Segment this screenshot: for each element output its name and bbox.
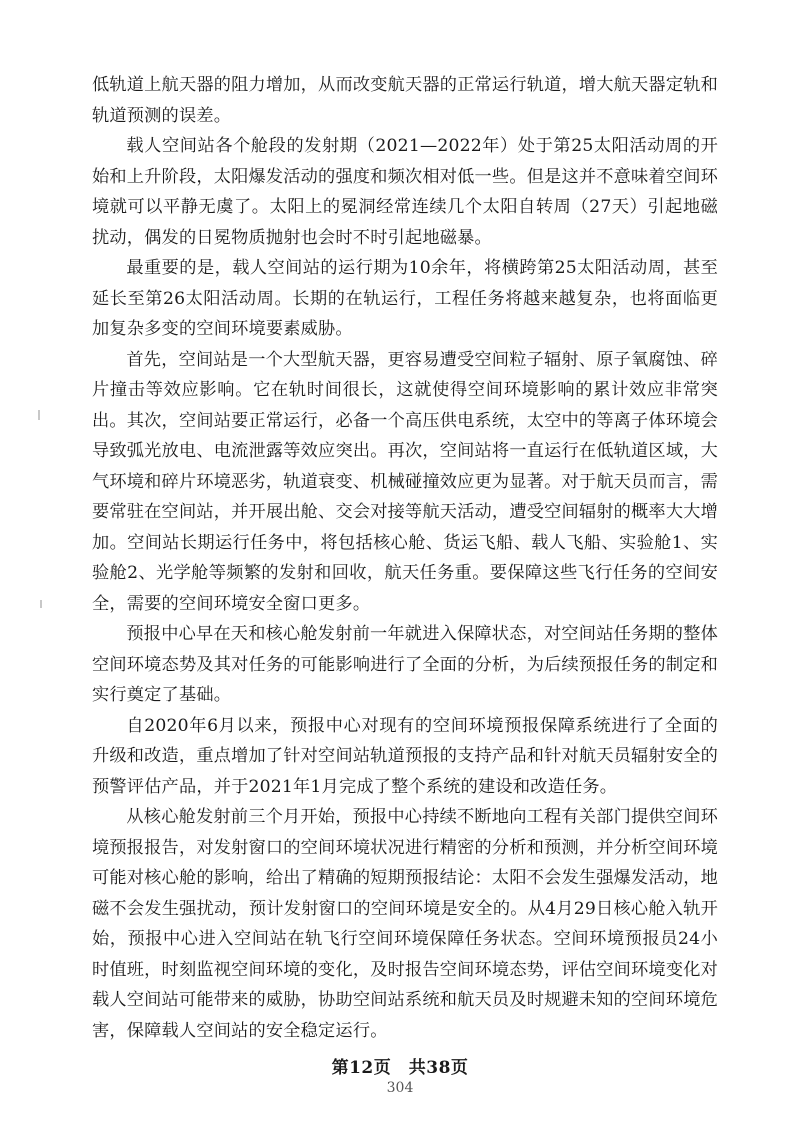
page-number: 304 (386, 1080, 414, 1096)
paragraph-6: 自2020年6月以来，预报中心对现有的空间环境预报保障系统进行了全面的升级和改造，重点增加了针对空间站轨道预报的支持产品和针对航天员辐射安全的预警评估产品，并于2021年1月完成了整个系统的建设和改造任务。 (92, 715, 718, 797)
body-text (92, 70, 718, 1046)
paragraph-1: 低轨道上航天器的阻力增加，从而改变航天器的正常运行轨道，增大航天器定轨和轨道预测的误差。 (92, 75, 718, 126)
scan-artifact (40, 600, 42, 608)
paragraph-5: 预报中心早在天和核心舱发射前一年就进入保障状态，对空间站任务期的整体空间环境态势及其对任务的可能影响进行了全面的分析，为后续预报任务的制定和实行奠定了基础。 (92, 624, 718, 705)
paragraph-2: 载人空间站各个舱段的发射期（2021—2022年）处于第25太阳活动周的开始和上升阶段，太阳爆发活动的强度和频次相对低一些。但是这并不意味着空间环境就可以平静无虞了。太阳上的冕洞经常连续几个太阳自转周（27天）引起地磁扰动，偶发的日冕物质抛射也会时不时引起地磁暴。 (92, 136, 718, 248)
page-label: 第12页 共38页 (331, 1058, 469, 1078)
paragraph-4: 首先，空间站是一个大型航天器，更容易遭受空间粒子辐射、原子氧腐蚀、碎片撞击等效应影响。它在轨时间很长，这就使得空间环境影响的累计效应非常突出。其次，空间站要正常运行，必备一个高压供电系统，太空中的等离子体环境会导致弧光放电、电流泄露等效应突出。再次，空间站将一直运行在低轨道区域，大气环境和碎片环境恶劣，轨道衰变、机械碰撞效应更为显著。对于航天员而言，需要常驻在空间站，并开展出舱、交会对接等航天活动，遭受空间辐射的概率大大增加。空间站长期运行任务中，将包括核心舱、货运飞船、载人飞船、实验舱1、实验舱2、光学舱等频繁的发射和回收，航天任务重。要保障这些飞行任务的空间安全，需要的空间环境安全窗口更多。 (92, 349, 718, 614)
paragraph-7: 从核心舱发射前三个月开始，预报中心持续不断地向工程有关部门提供空间环境预报报告，对发射窗口的空间环境状况进行精密的分析和预测，并分析空间环境可能对核心舱的影响，给出了精确的短期预报结论：太阳不会发生强爆发活动，地磁不会发生强扰动，预计发射窗口的空间环境是安全的。从4月29日核心舱入轨开始，预报中心进入空间站在轨飞行空间环境保障任务状态。空间环境预报员24小时值班，时刻监视空间环境的变化，及时报告空间环境态势，评估空间环境变化对载人空间站可能带来的威胁，协助空间站系统和航天员及时规避未知的空间环境危害，保障载人空间站的安全稳定运行。 (92, 807, 718, 1041)
paragraph-3: 最重要的是，载人空间站的运行期为10余年，将横跨第25太阳活动周，甚至延长至第26太阳活动周。长期的在轨运行，工程任务将越来越复杂，也将面临更加复杂多变的空间环境要素威胁。 (92, 258, 718, 339)
scan-artifact (38, 410, 40, 420)
